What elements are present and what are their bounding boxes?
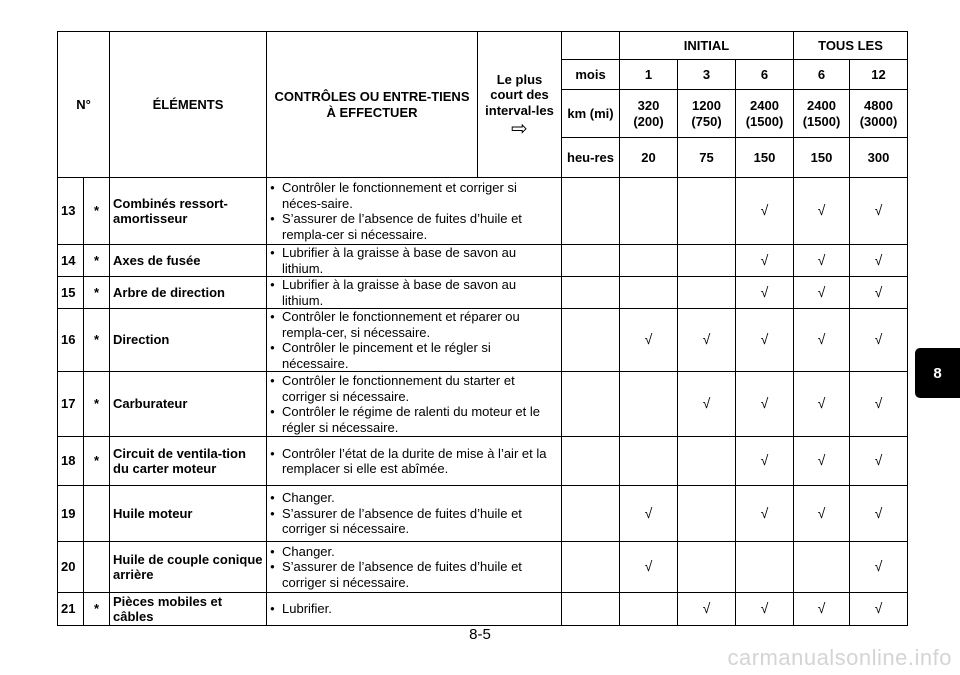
control-item: ● Contrôler le fonctionnement et corriger si néces-saire. <box>270 180 558 211</box>
control-item: ● S’assurer de l’absence de fuites d’huile et rempla-cer si nécessaire. <box>270 211 558 242</box>
check-mark: √ <box>794 593 850 626</box>
check-mark: √ <box>850 178 908 245</box>
row-controls <box>267 178 562 245</box>
empty-cell <box>678 245 736 277</box>
check-mark: √ <box>736 277 794 309</box>
controls-list <box>270 180 558 242</box>
row-star: * <box>84 245 110 277</box>
check-mark: √ <box>736 372 794 437</box>
row-star: * <box>84 277 110 309</box>
check-mark: √ <box>736 486 794 542</box>
check-mark: √ <box>794 277 850 309</box>
check-mark: √ <box>850 486 908 542</box>
row-number: 17 <box>58 372 84 437</box>
check-mark: √ <box>794 372 850 437</box>
interval-value: 150 <box>794 138 850 178</box>
row-star: * <box>84 437 110 486</box>
row-controls <box>267 372 562 437</box>
blank-cell <box>562 178 620 245</box>
row-star: * <box>84 372 110 437</box>
check-mark: √ <box>794 437 850 486</box>
table-row <box>58 277 908 309</box>
row-element: Pièces mobiles et câbles <box>110 593 267 626</box>
check-mark: √ <box>850 437 908 486</box>
row-star <box>84 486 110 542</box>
interval-value: 150 <box>736 138 794 178</box>
check-mark: √ <box>794 178 850 245</box>
header-interval <box>478 32 562 178</box>
row-element: Huile moteur <box>110 486 267 542</box>
empty-cell <box>620 593 678 626</box>
interval-value: 4800 (3000) <box>850 90 908 138</box>
interval-value: 6 <box>794 60 850 90</box>
empty-cell <box>678 277 736 309</box>
control-item: ● Contrôler le régime de ralenti du moteur et le régler si nécessaire. <box>270 404 558 435</box>
controls-list <box>270 446 558 477</box>
controls-list <box>270 245 558 276</box>
check-mark: √ <box>794 245 850 277</box>
row-number: 19 <box>58 486 84 542</box>
header-tous-les: TOUS LES <box>794 32 908 60</box>
check-mark: √ <box>850 277 908 309</box>
table-row <box>58 593 908 626</box>
empty-cell <box>620 372 678 437</box>
check-mark: √ <box>678 593 736 626</box>
table-body <box>58 178 908 626</box>
control-item: ● Contrôler le fonctionnement du starter et corriger si nécessaire. <box>270 373 558 404</box>
table-row <box>58 542 908 593</box>
row-number: 18 <box>58 437 84 486</box>
row-controls <box>267 277 562 309</box>
blank-cell <box>562 277 620 309</box>
interval-value: 320 (200) <box>620 90 678 138</box>
empty-cell <box>794 542 850 593</box>
row-controls <box>267 593 562 626</box>
row-element: Arbre de direction <box>110 277 267 309</box>
control-item: ● Lubrifier. <box>270 601 558 617</box>
table-row <box>58 309 908 372</box>
controls-list <box>270 309 558 371</box>
row-number: 15 <box>58 277 84 309</box>
check-mark: √ <box>736 437 794 486</box>
table-row <box>58 245 908 277</box>
chapter-tab: 8 <box>915 348 960 398</box>
interval-value: 1 <box>620 60 678 90</box>
table-row <box>58 178 908 245</box>
empty-cell <box>678 437 736 486</box>
row-star <box>84 542 110 593</box>
row-number: 20 <box>58 542 84 593</box>
maintenance-table <box>57 31 908 626</box>
empty-cell <box>620 437 678 486</box>
check-mark: √ <box>736 593 794 626</box>
empty-cell <box>678 178 736 245</box>
control-item: ● Changer. <box>270 544 558 560</box>
row-number: 21 <box>58 593 84 626</box>
row-controls <box>267 486 562 542</box>
header-blank <box>562 32 620 60</box>
control-item: ● Lubrifier à la graisse à base de savon au lithium. <box>270 245 558 276</box>
row-star: * <box>84 309 110 372</box>
check-mark: √ <box>736 245 794 277</box>
interval-value: 6 <box>736 60 794 90</box>
row-controls <box>267 245 562 277</box>
interval-value: 75 <box>678 138 736 178</box>
check-mark: √ <box>620 486 678 542</box>
empty-cell <box>620 245 678 277</box>
interval-value: 3 <box>678 60 736 90</box>
check-mark: √ <box>678 372 736 437</box>
empty-cell <box>678 486 736 542</box>
header-initial: INITIAL <box>620 32 794 60</box>
row-element: Circuit de ventila-tion du carter moteur <box>110 437 267 486</box>
blank-cell <box>562 309 620 372</box>
row-controls <box>267 309 562 372</box>
empty-cell <box>736 542 794 593</box>
row-number: 16 <box>58 309 84 372</box>
row-element: Axes de fusée <box>110 245 267 277</box>
blank-cell <box>562 437 620 486</box>
check-mark: √ <box>850 542 908 593</box>
control-item: ● Contrôler le pincement et le régler si nécessaire. <box>270 340 558 371</box>
empty-cell <box>620 277 678 309</box>
header-elements: ÉLÉMENTS <box>110 32 267 178</box>
interval-value: 20 <box>620 138 678 178</box>
controls-list <box>270 544 558 591</box>
row-controls <box>267 437 562 486</box>
unit-label: km (mi) <box>562 90 620 138</box>
table-row <box>58 437 908 486</box>
interval-value: 12 <box>850 60 908 90</box>
check-mark: √ <box>736 309 794 372</box>
table-row <box>58 372 908 437</box>
header-no: N° <box>58 32 110 178</box>
empty-cell <box>620 178 678 245</box>
table-row <box>58 486 908 542</box>
unit-label: mois <box>562 60 620 90</box>
blank-cell <box>562 245 620 277</box>
row-element: Carburateur <box>110 372 267 437</box>
controls-list <box>270 373 558 435</box>
row-number: 13 <box>58 178 84 245</box>
check-mark: √ <box>620 309 678 372</box>
watermark: carmanualsonline.info <box>727 645 952 670</box>
check-mark: √ <box>850 245 908 277</box>
blank-cell <box>562 593 620 626</box>
check-mark: √ <box>794 486 850 542</box>
check-mark: √ <box>794 309 850 372</box>
header-controls: CONTRÔLES OU ENTRE-TIENS À EFFECTUER <box>267 32 478 178</box>
check-mark: √ <box>736 178 794 245</box>
row-number: 14 <box>58 245 84 277</box>
controls-list <box>270 490 558 537</box>
interval-value: 1200 (750) <box>678 90 736 138</box>
row-element: Combinés ressort-amortisseur <box>110 178 267 245</box>
blank-cell <box>562 372 620 437</box>
row-controls <box>267 542 562 593</box>
blank-cell <box>562 486 620 542</box>
check-mark: √ <box>850 309 908 372</box>
unit-label: heu-res <box>562 138 620 178</box>
interval-value: 2400 (1500) <box>736 90 794 138</box>
arrow-right-icon: ⇨ <box>511 118 528 140</box>
control-item: ● Changer. <box>270 490 558 506</box>
control-item: ● Contrôler l’état de la durite de mise à l’air et la remplacer si elle est abîmée. <box>270 446 558 477</box>
row-star: * <box>84 178 110 245</box>
row-element: Direction <box>110 309 267 372</box>
check-mark: √ <box>620 542 678 593</box>
empty-cell <box>678 542 736 593</box>
controls-list <box>270 601 558 617</box>
interval-value: 300 <box>850 138 908 178</box>
page-number: 8-5 <box>469 626 491 643</box>
control-item: ● S’assurer de l’absence de fuites d’huile et corriger si nécessaire. <box>270 559 558 590</box>
controls-list <box>270 277 558 308</box>
control-item: ● Lubrifier à la graisse à base de savon au lithium. <box>270 277 558 308</box>
table-header <box>58 32 908 178</box>
control-item: ● Contrôler le fonctionnement et réparer ou rempla-cer, si nécessaire. <box>270 309 558 340</box>
check-mark: √ <box>850 372 908 437</box>
interval-label: Le plus court des interval-les <box>485 71 554 118</box>
check-mark: √ <box>678 309 736 372</box>
control-item: ● S’assurer de l’absence de fuites d’huile et corriger si nécessaire. <box>270 506 558 537</box>
check-mark: √ <box>850 593 908 626</box>
row-element: Huile de couple conique arrière <box>110 542 267 593</box>
blank-cell <box>562 542 620 593</box>
interval-value: 2400 (1500) <box>794 90 850 138</box>
row-star: * <box>84 593 110 626</box>
